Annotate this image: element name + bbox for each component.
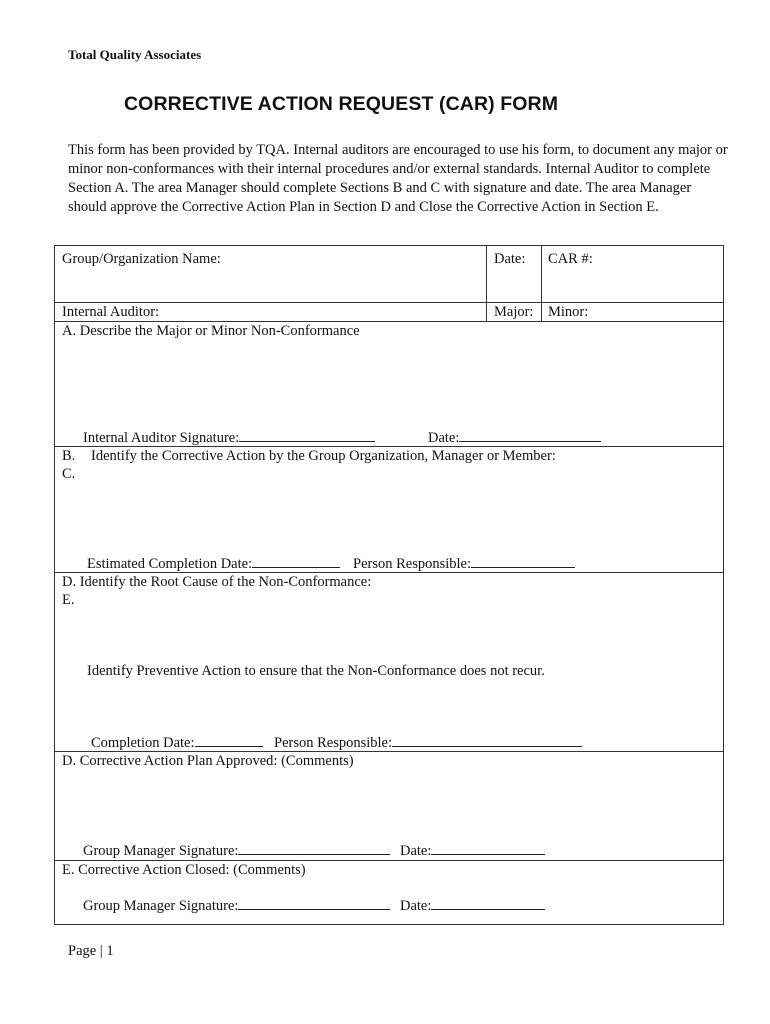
section-b-letter: B. xyxy=(62,448,76,464)
closing-date-field[interactable] xyxy=(431,897,545,910)
closing-signature-line xyxy=(83,897,390,915)
column-divider xyxy=(486,246,487,321)
internal-auditor-label: Internal Auditor: xyxy=(62,304,160,320)
completion-date-field[interactable] xyxy=(195,734,263,747)
company-name: Total Quality Associates xyxy=(68,47,202,62)
page-number: Page | 1 xyxy=(68,943,114,959)
date-label: Date: xyxy=(494,251,526,267)
auditor-date-line xyxy=(428,429,601,447)
completion-date-line xyxy=(91,734,263,752)
row-divider xyxy=(55,302,723,303)
estimated-completion-line xyxy=(87,555,340,573)
manager-date-label: Date: xyxy=(400,843,432,859)
closing-date-line xyxy=(400,897,545,915)
section-a-heading: A. Describe the Major or Minor Non-Conformance xyxy=(62,323,360,339)
estimated-completion-label: Estimated Completion Date: xyxy=(87,556,253,572)
auditor-signature-field[interactable] xyxy=(239,429,375,442)
row-divider xyxy=(55,860,723,861)
car-form-table xyxy=(54,245,724,925)
section-d-root-cause-heading: D. Identify the Root Cause of the Non-Conformance: xyxy=(62,574,372,590)
estimated-completion-field[interactable] xyxy=(252,555,340,568)
section-e-letter: E. xyxy=(62,592,75,608)
preventive-person-field[interactable] xyxy=(392,734,582,747)
closing-signature-label: Group Manager Signature: xyxy=(83,898,239,914)
manager-date-line xyxy=(400,842,545,860)
manager-date-field[interactable] xyxy=(431,842,545,855)
auditor-signature-line xyxy=(83,429,375,447)
closing-signature-field[interactable] xyxy=(238,897,390,910)
person-responsible-label: Person Responsible: xyxy=(353,556,472,572)
section-d-plan-approved-heading: D. Corrective Action Plan Approved: (Comments) xyxy=(62,753,354,769)
auditor-signature-label: Internal Auditor Signature: xyxy=(83,430,240,446)
closing-date-label: Date: xyxy=(400,898,432,914)
auditor-date-field[interactable] xyxy=(459,429,601,442)
section-c-letter: C. xyxy=(62,466,76,482)
section-b-text: Identify the Corrective Action by the Group Organization, Manager or Member: xyxy=(91,448,556,464)
page-title: CORRECTIVE ACTION REQUEST (CAR) FORM xyxy=(124,93,559,115)
car-number-label: CAR #: xyxy=(548,251,593,267)
minor-label: Minor: xyxy=(548,304,589,320)
manager-signature-line xyxy=(83,842,390,860)
intro-paragraph: This form has been provided by TQA. Internal auditors are encouraged to use his form, to document any major or minor non-conformances with their internal procedures and/or external standards. Internal Auditor to complete Section A. The area Manager should complete Sections B and C with signature and date. The area Manager should approve the Corrective Action Plan in Section D and Close the Corrective Action in Section E. xyxy=(68,142,728,215)
person-responsible-line xyxy=(353,555,575,573)
completion-date-label: Completion Date: xyxy=(91,735,195,751)
column-divider xyxy=(541,246,542,321)
major-label: Major: xyxy=(494,304,534,320)
preventive-person-label: Person Responsible: xyxy=(274,735,393,751)
person-responsible-field[interactable] xyxy=(471,555,575,568)
preventive-action-text: Identify Preventive Action to ensure that the Non-Conformance does not recur. xyxy=(87,663,545,679)
row-divider xyxy=(55,321,723,322)
section-e-closed-heading: E. Corrective Action Closed: (Comments) xyxy=(62,862,306,878)
auditor-date-label: Date: xyxy=(428,430,460,446)
manager-signature-field[interactable] xyxy=(238,842,390,855)
preventive-person-line xyxy=(274,734,582,752)
manager-signature-label: Group Manager Signature: xyxy=(83,843,239,859)
group-name-label: Group/Organization Name: xyxy=(62,251,221,267)
